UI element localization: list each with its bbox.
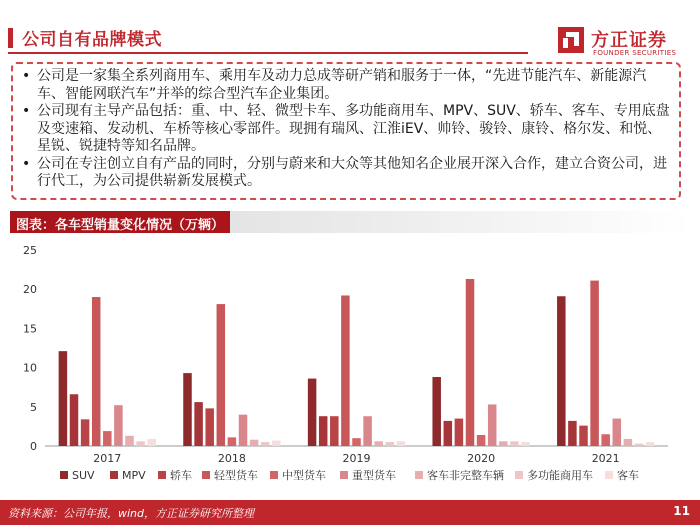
bar-2019-1 — [308, 379, 317, 446]
bar-2021-9 — [646, 442, 655, 446]
description-text: 公司在专注创立自有产品的同时，分别与蔚来和大众等其他知名企业展开深入合作，建立合资公司，进行代工，为公司提供崭新发展模式。 — [37, 155, 667, 189]
legend-swatch — [158, 471, 166, 479]
description-bullet — [19, 68, 673, 103]
bar-2021-5 — [601, 434, 610, 446]
bar-2017-4 — [92, 297, 101, 446]
chart-header-banner — [10, 211, 690, 233]
description-bullet — [19, 103, 673, 156]
bar-2021-1 — [557, 296, 566, 446]
description-text: 公司是一家集全系列商用车、乘用车及动力总成等研产销和服务于一体，“先进节能汽车、新能源汽车、智能网联汽车”并举的综合型汽车企业集团。 — [37, 68, 647, 102]
legend-label: 重型货车 — [352, 469, 396, 482]
bar-2021-8 — [635, 444, 644, 446]
title-accent-bar — [8, 28, 13, 48]
y-tick-label: 0 — [30, 440, 37, 453]
legend-swatch — [415, 471, 423, 479]
page-title: 公司自有品牌模式 — [22, 30, 162, 50]
x-tick-label: 2017 — [93, 452, 122, 465]
bar-2021-7 — [624, 439, 633, 446]
bar-2021-2 — [568, 421, 577, 446]
bar-2020-5 — [477, 435, 486, 446]
y-tick-label: 5 — [30, 400, 37, 414]
bar-2019-4 — [341, 295, 350, 446]
x-tick-label: 2019 — [342, 452, 371, 465]
bar-2019-9 — [397, 441, 406, 446]
bar-2019-2 — [319, 416, 328, 446]
bar-2020-4 — [466, 279, 475, 446]
logo-english-name: FOUNDER SECURITIES — [593, 49, 677, 57]
legend-swatch — [515, 471, 523, 479]
legend-swatch — [110, 471, 118, 479]
founder-securities-logo — [557, 24, 697, 62]
legend-swatch — [605, 471, 613, 479]
bar-2018-2 — [194, 402, 203, 446]
bullet-icon: • — [22, 155, 31, 172]
source-note: 资料来源：公司年报，wind，方正证券研究所整理 — [8, 507, 255, 520]
legend-label: 多功能商用车 — [527, 469, 593, 482]
bar-2020-6 — [488, 404, 497, 446]
bar-2018-1 — [183, 373, 192, 446]
bar-2018-3 — [205, 408, 214, 446]
legend-swatch — [270, 471, 278, 479]
x-tick-label: 2021 — [591, 452, 620, 465]
bar-2019-5 — [352, 438, 361, 446]
bar-2021-3 — [579, 426, 588, 446]
bar-2020-9 — [521, 442, 530, 446]
page-number: 11 — [673, 504, 690, 518]
bar-2020-8 — [510, 441, 519, 446]
legend-label: 客车非完整车辆 — [427, 469, 504, 482]
legend-label: SUV — [72, 469, 95, 482]
bullet-icon: • — [22, 103, 31, 119]
bar-2017-3 — [81, 419, 90, 446]
bar-2018-6 — [239, 415, 248, 446]
x-tick-label: 2020 — [467, 452, 496, 465]
legend-label: 轿车 — [170, 469, 192, 482]
bar-2019-6 — [363, 416, 372, 446]
bar-2019-3 — [330, 416, 339, 446]
bar-2017-5 — [103, 431, 112, 446]
title-underline — [8, 52, 528, 54]
bar-2019-8 — [386, 442, 395, 446]
sales-bar-chart — [0, 236, 700, 498]
footer-bar — [0, 500, 700, 525]
bullet-icon: • — [22, 68, 31, 84]
bar-2017-7 — [125, 436, 134, 446]
description-text: 公司现有主导产品包括：重、中、轻、微型卡车、多功能商用车、MPV、SUV、轿车、客车、专用底盘及变速箱、发动机、车桥等核心零部件。现拥有瑞风、江淮iEV、帅铃、骏铃、康铃、格尔发、和悦、星锐、锐捷特等知名品牌。 — [37, 103, 670, 154]
legend-swatch — [202, 471, 210, 479]
bar-2018-4 — [217, 304, 226, 446]
bar-2017-9 — [147, 439, 156, 446]
legend-label: 轻型货车 — [214, 469, 258, 482]
bar-2020-3 — [455, 419, 464, 446]
bar-2018-7 — [250, 440, 259, 446]
y-tick-label: 15 — [23, 322, 37, 336]
bar-2021-4 — [590, 281, 599, 446]
legend-swatch — [340, 471, 348, 479]
chart-title: 图表：各车型销量变化情况（万辆） — [16, 218, 225, 233]
bar-2018-8 — [261, 442, 270, 446]
y-tick-label: 25 — [23, 244, 37, 257]
y-tick-label: 20 — [23, 283, 37, 297]
bar-2017-6 — [114, 405, 123, 446]
logo-chinese-name: 方正证券 — [591, 30, 667, 51]
bar-2017-8 — [136, 441, 145, 446]
bar-2019-7 — [374, 441, 383, 446]
bar-2020-1 — [432, 377, 441, 446]
bar-2017-2 — [70, 394, 79, 446]
bar-2021-6 — [613, 419, 622, 446]
x-tick-label: 2018 — [217, 452, 246, 465]
bar-2017-1 — [59, 351, 68, 446]
company-description-box — [11, 62, 681, 200]
bar-2020-2 — [444, 421, 453, 446]
bar-2018-5 — [228, 437, 237, 446]
bar-2020-7 — [499, 441, 508, 446]
description-bullet — [19, 156, 673, 191]
founder-logo-icon — [557, 26, 585, 54]
legend-label: MPV — [122, 469, 146, 482]
legend-label: 中型货车 — [282, 469, 326, 482]
legend-swatch — [60, 471, 68, 479]
legend-label: 客车 — [617, 469, 639, 482]
bar-2018-9 — [272, 441, 281, 446]
y-tick-label: 10 — [23, 361, 37, 375]
